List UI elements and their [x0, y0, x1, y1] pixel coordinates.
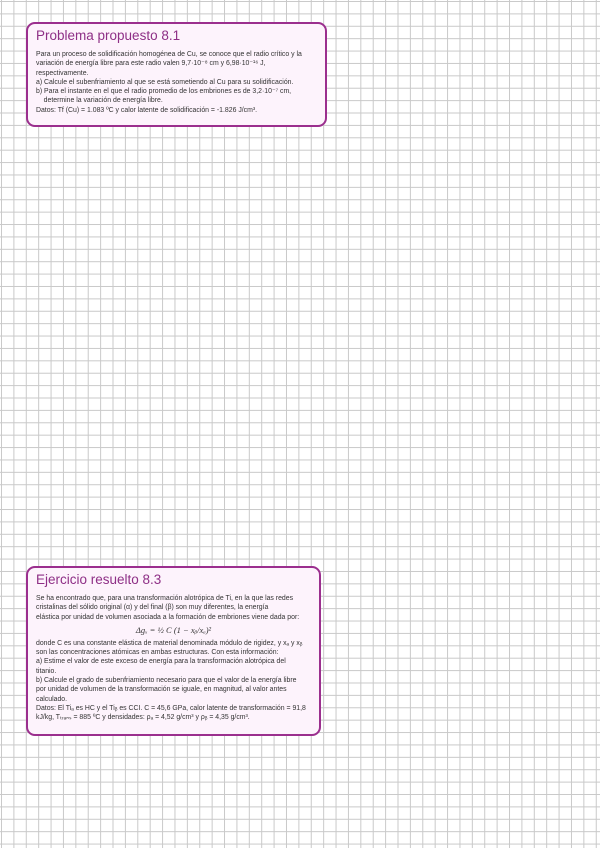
ejercicio-line: Se ha encontrado que, para una transformación alotrópica de Ti, en la que las redes — [36, 595, 294, 602]
ejercicio-part-b-cont: calculado. — [36, 695, 68, 703]
problema-datos: Datos: Tf (Cu) = 1.083 ºC y calor latente de solidificación = -1.826 J/cm³. — [36, 106, 258, 114]
problema-propuesto-card — [26, 22, 327, 127]
problema-part-b: b) Para el instante en el que el radio promedio de los embriones es de 3,2·10⁻⁷ cm, — [36, 88, 292, 96]
ejercicio-part-a-cont: titanio. — [36, 667, 57, 675]
problema-line: Para un proceso de solidificación homogénea de Cu, se conoce que el radio crítico y la — [36, 51, 302, 58]
ejercicio-part-b: b) Calcule el grado de subenfriamiento necesario para que el valor de la energía libre — [36, 677, 297, 685]
ejercicio-line: son las concentraciones atómicas en ambas estructuras. Con esta información: — [36, 649, 279, 657]
problema-part-a: a) Calcule el subenfriamiento al que se está sometiendo al Cu para su solidificación. — [36, 78, 294, 86]
problema-part-b-cont: determine la variación de energía libre. — [36, 97, 163, 105]
ejercicio-resuelto-card — [26, 566, 321, 736]
ejercicio-datos: Datos: El Tiₐ es HC y el Tiᵦ es CCI. C = 45,6 GPa, calor latente de transformación = 91,8 — [36, 704, 306, 712]
problema-line: respectivamente. — [36, 69, 89, 77]
problema-title: Problema propuesto 8.1 — [36, 28, 181, 43]
elastic-energy-formula: Δgₓ = ½ C (1 − xᵦ/xₐ)² — [135, 624, 212, 635]
ejercicio-line: elástica por unidad de volumen asociada a la formación de embriones viene dada por: — [36, 613, 300, 621]
ejercicio-datos-cont: kJ/kg, Tₜᵣₐₙₛ = 885 ºC y densidades: ρₐ = 4,52 g/cm³ y ρᵦ = 4,35 g/cm³. — [36, 714, 250, 722]
ejercicio-line: cristalinas del sólido original (α) y del final (β) son muy diferentes, la energía — [36, 604, 269, 612]
problema-line: variación de energía libre para este radio valen 9,7·10⁻⁸ cm y 6,98·10⁻¹⁶ J, — [36, 60, 266, 68]
ejercicio-line: donde C es una constante elástica de material denominada módulo de rigidez, y xₐ y xᵦ — [36, 639, 303, 647]
ejercicio-part-a: a) Estime el valor de este exceso de energía para la transformación alotrópica del — [36, 658, 286, 666]
ejercicio-part-b-cont: por unidad de volumen de la transformación se iguale, en magnitud, al valor antes — [36, 686, 287, 694]
ejercicio-title: Ejercicio resuelto 8.3 — [36, 572, 162, 587]
